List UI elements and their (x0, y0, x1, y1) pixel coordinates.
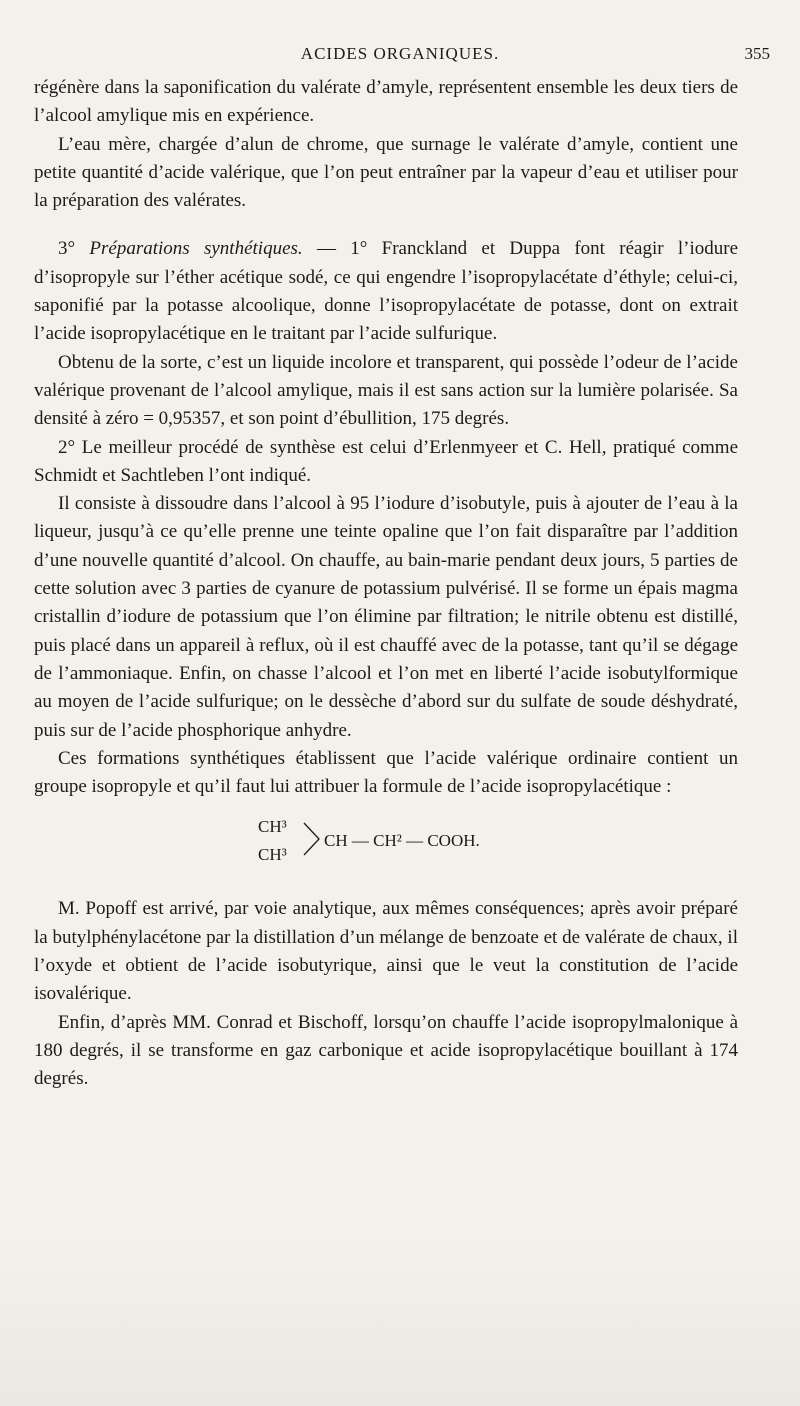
section-heading: Préparations synthétiques. (89, 238, 303, 260)
chemical-formula (34, 811, 738, 875)
page-bottom-shade (0, 1240, 800, 1406)
section-text: — 1° Franckland et Duppa font réagir l’iodure d’isopropyle sur l’éther acétique sodé, ce qui engendre l’isopropylacétate d’éthyle; celui-ci, saponifié par la potasse alcoolique, donne l’isopropylacétate de potasse, dont on extrait l’acide isopropylacétique en le traitant par l’acide sulfurique. (34, 238, 738, 345)
formula-chain: CH — CH² — COOH. (324, 831, 480, 851)
body-text (34, 74, 738, 1094)
page-number: 355 (744, 44, 770, 63)
paragraph: Ces formations synthétiques établissent que l’acide valérique ordinaire contient un groupe isopropyle et qu’il faut lui attribuer la formule de l’acide isopropylacétique : (34, 747, 738, 798)
paragraph: Il consiste à dissoudre dans l’alcool à 95 l’iodure d’isobutyle, puis à ajouter de l’eau à la liqueur, jusqu’à ce qu’elle prenne une teinte opaline que l’on fait disparaître par l’addition d’une nouvelle quantité d’alcool. On chauffe, au bain-marie pendant deux jours, 5 parties de cette solution avec 3 parties de cyanure de potassium pulvérisé. Il se forme un épais magma cristallin d’iodure de potassium que l’on élimine par filtration; le nitrile obtenu est distillé, puis placé dans un appareil à reflux, où il est chauffé avec de la potasse, tant qu’il se dégage de l’ammoniaque. Enfin, on chasse l’alcool et l’on met en liberté l’acide isobutylformique au moyen de l’acide sulfurique; on le dessèche d’abord sur du sulfate de soude déshydraté, puis sur de l’acide phosphorique anhydre. (34, 493, 738, 741)
section-paragraph (34, 235, 738, 348)
paragraph: L’eau mère, chargée d’alun de chrome, que surnage le valérate d’amyle, contient une petite quantité d’acide valérique, que l’on peut entraîner par la vapeur d’eau et utiliser pour la préparation des valérates. (34, 133, 738, 212)
paragraph: régénère dans la saponification du valérate d’amyle, représentent ensemble les deux tiers de l’alcool amylique mis en expérience. (34, 77, 738, 127)
page-header (0, 44, 800, 70)
paragraph: Enfin, d’après MM. Conrad et Bischoff, lorsqu’on chauffe l’acide isopropylmalonique à 180 degrés, il se transforme en gaz carbonique et acide isopropylacétique bouillant à 174 degrés. (34, 1011, 738, 1090)
paragraph: 2° Le meilleur procédé de synthèse est celui d’Erlenmyeer et C. Hell, pratiqué comme Schmidt et Sachtleben l’ont indiqué. (34, 436, 738, 486)
formula-group-top: CH³ (258, 817, 287, 837)
running-title: ACIDES ORGANIQUES. (300, 44, 500, 63)
paragraph: M. Popoff est arrivé, par voie analytique, aux mêmes conséquences; après avoir préparé la butylphénylacétone par la distillation d’un mélange de benzoate et de valérate de chaux, il l’oxyde et obtient de l’acide isobutyrique, ainsi que le veut la constitution de l’acide isovalérique. (34, 898, 738, 1005)
formula-bracket-icon (302, 821, 322, 857)
section-number: 3° (58, 238, 76, 260)
paragraph: Obtenu de la sorte, c’est un liquide incolore et transparent, qui possède l’odeur de l’acide valérique provenant de l’alcool amylique, mais il est sans action sur la lumière polarisée. Sa densité à zéro = 0,95357, et son point d’ébullition, 175 degrés. (34, 351, 738, 430)
formula-group-bottom: CH³ (258, 845, 287, 865)
